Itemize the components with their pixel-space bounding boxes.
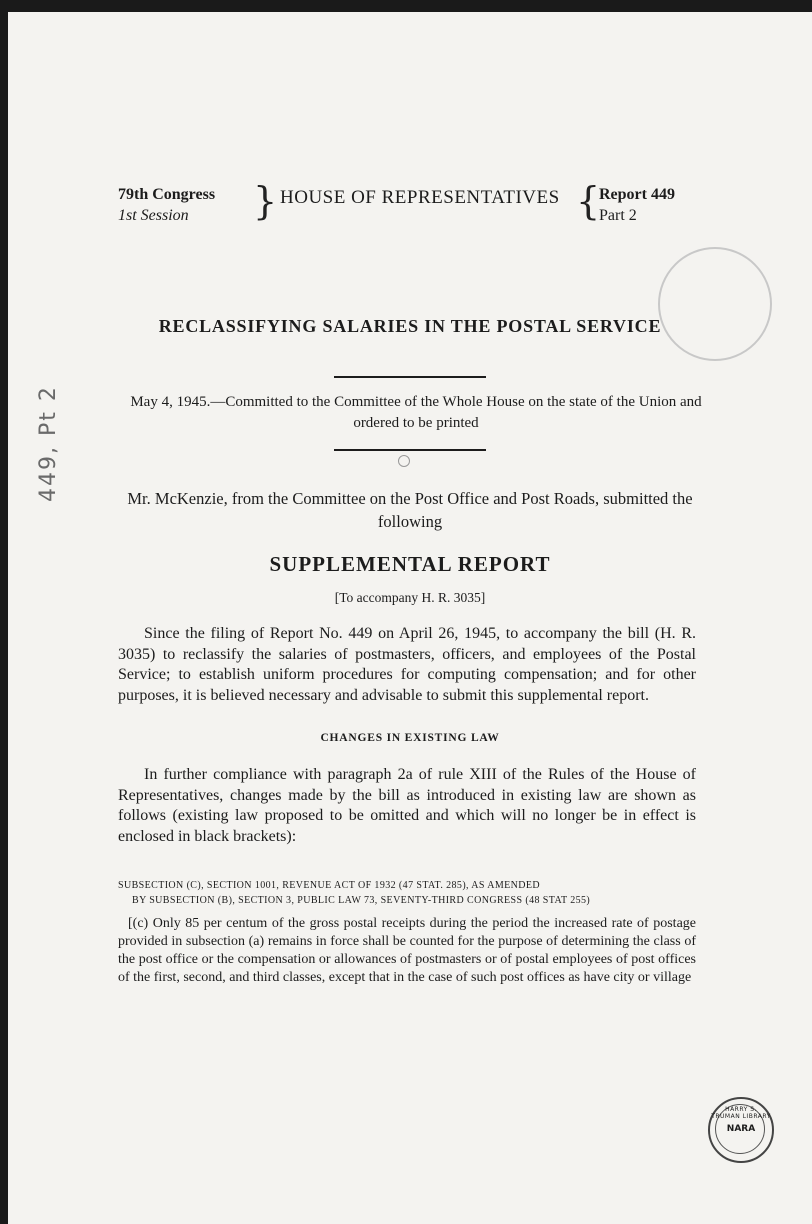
statute-text: [(c) Only 85 per centum of the gross postal receipts during the period the increased rate of postage provided in subsection (a) remains in force shall be counted for the purpose of determining the class of the post office or the compensation or allowances of postmasters or of postal employees of post offices of the first, second, and third classes, except that in the case of such post offices as have city or village (118, 916, 696, 985)
congress-label: 79th Congress (118, 186, 216, 203)
document-page (8, 12, 812, 1224)
house-title: HOUSE OF REPRESENTATIVES (280, 187, 560, 208)
section-heading: CHANGES IN EXISTING LAW (320, 732, 500, 744)
right-brace: { (576, 179, 601, 223)
left-brace: } (253, 179, 278, 223)
subsection-line-2: BY SUBSECTION (B), SECTION 3, PUBLIC LAW 73, SEVENTY-THIRD CONGRESS (48 STAT 255) (132, 895, 591, 906)
part-label: Part 2 (599, 207, 637, 224)
congress-session-block (118, 184, 263, 226)
faint-library-stamp (658, 247, 772, 361)
subsection-heading (118, 878, 696, 908)
intro-paragraph: Since the filing of Report No. 449 on April 26, 1945, to accompany the bill (H. R. 3035) to reclassify the salaries of postmasters, officers, and employees of the Postal Service; to establish uniform procedures for computing compensation; and for other purposes, it is believed necessary and advisable to submit this supplemental report. (118, 625, 696, 704)
report-number-block (593, 184, 703, 226)
compliance-paragraph: In further compliance with paragraph 2a of rule XIII of the Rules of the House of Representatives, changes made by the bill as introduced in existing law are shown as follows (existing law proposed to be omitted and which will no longer be in effect is enclosed in black brackets): (118, 766, 696, 845)
report-title: SUPPLEMENTAL REPORT (269, 552, 551, 576)
subsection-line-1: SUBSECTION (C), SECTION 1001, REVENUE ACT OF 1932 (47 STAT. 285), AS AMENDED (118, 880, 541, 891)
document-title: RECLASSIFYING SALARIES IN THE POSTAL SERVICE (158, 316, 662, 336)
report-label: Report 449 (599, 186, 675, 203)
session-label: 1st Session (118, 207, 189, 224)
seal-arc-text: HARRY S. TRUMAN LIBRARY (711, 1106, 771, 1120)
divider-rule (334, 376, 486, 378)
seal-center-text: NARA (726, 1124, 756, 1134)
handwritten-annotation: 449, Pt 2 (36, 385, 61, 502)
committed-statement: May 4, 1945.—Committed to the Committee of the Whole House on the state of the Union and ordered to be printed (130, 394, 702, 431)
circle-mark (398, 455, 410, 467)
accompany-line: [To accompany H. R. 3035] (334, 590, 486, 605)
submitter-line: Mr. McKenzie, from the Committee on the Post Office and Post Roads, submitted the following (127, 489, 693, 531)
truman-library-seal (708, 1097, 774, 1163)
divider-rule (334, 449, 486, 451)
